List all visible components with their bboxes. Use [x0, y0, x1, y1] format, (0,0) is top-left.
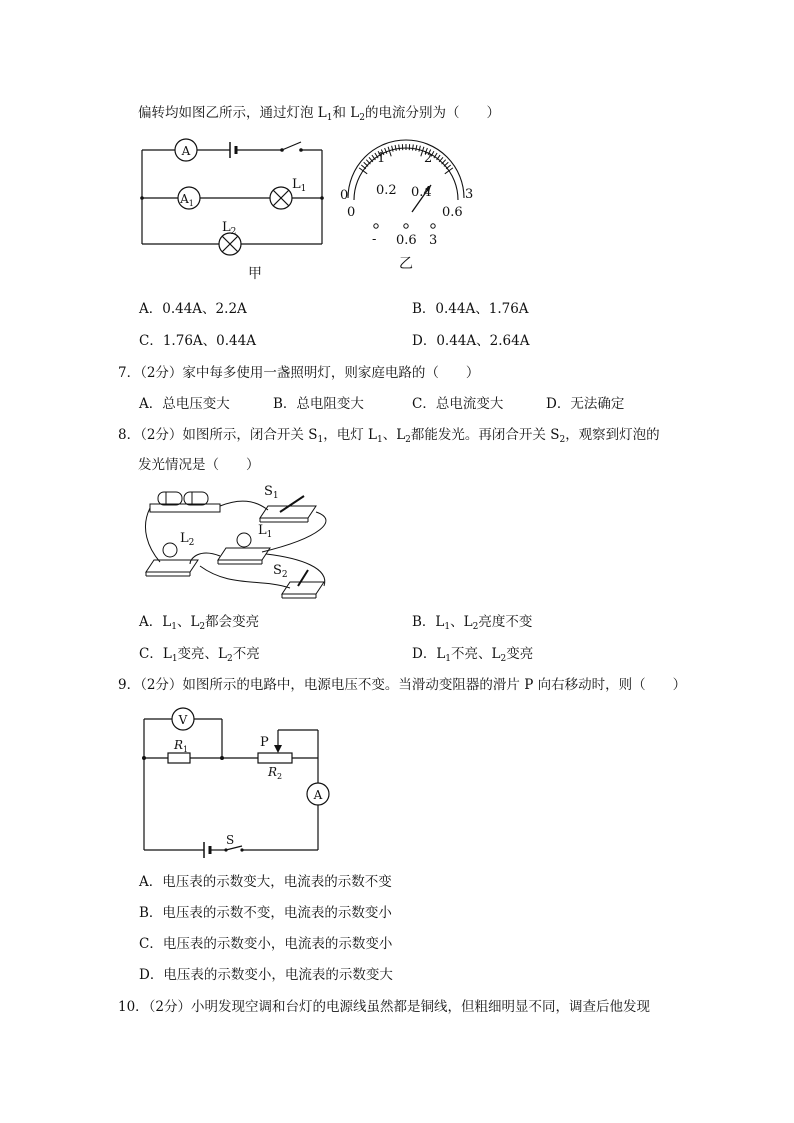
- q8-stem-line2: 发光情况是（ ）: [138, 457, 260, 473]
- q10-stem: 10．（2分）小明发现空调和台灯的电源线虽然都是铜线，但粗细明显不同，调查后他发现: [118, 999, 651, 1015]
- inner-tick-0: 0: [347, 205, 356, 220]
- q8-option-b[interactable]: B．$L_1$、$L_2$亮度不变: [412, 614, 533, 632]
- q9-option-d[interactable]: D．电压表的示数变小，电流表的示数变大: [139, 967, 393, 983]
- switch-s-label: S: [226, 833, 235, 847]
- q6-figure-yi: [330, 148, 480, 278]
- q7-option-c[interactable]: C．总电流变大: [412, 396, 504, 412]
- dial-tick: [419, 146, 421, 152]
- q9-option-b[interactable]: B．电压表的示数不变，电流表的示数变小: [139, 905, 392, 921]
- q7-option-a[interactable]: A．总电压变大: [139, 396, 230, 412]
- rheostat-r2-icon: [258, 753, 292, 763]
- q8-option-c[interactable]: C．$L_1$变亮、$L_2$不亮: [139, 646, 260, 664]
- lamp-l1-label: $L_1$: [258, 523, 273, 540]
- q6-stem: 偏转均如图乙所示，通过灯泡 $L_1$和 $L_2$的电流分别为（ ）: [138, 105, 500, 123]
- ammeter-a1-label: $A_1$: [180, 192, 194, 208]
- q8-option-d[interactable]: D．$L_1$不亮、$L_2$变亮: [412, 646, 534, 664]
- slider-p-label: P: [260, 735, 269, 750]
- q6-option-c[interactable]: C．1.76A、0.44A: [139, 333, 256, 349]
- r1-label: $R_1$: [174, 738, 189, 754]
- q7-option-b[interactable]: B．总电阻变大: [273, 396, 364, 412]
- terminal-negative: -: [372, 232, 377, 247]
- inner-tick-2: 0.4: [411, 185, 432, 200]
- switch-s2-label: $S_2$: [273, 563, 288, 580]
- inner-tick-1: 0.2: [376, 183, 397, 198]
- switch-s1-label: $S_1$: [264, 484, 279, 501]
- outer-tick-3: 3: [465, 187, 474, 202]
- q6-option-a[interactable]: A．0.44A、2.2A: [139, 301, 247, 317]
- dial-tick: [388, 147, 391, 157]
- dial-tick: [395, 145, 396, 151]
- lamp-l2-label: $L_2$: [222, 220, 237, 237]
- dial-tick: [399, 145, 400, 151]
- q8-stem-line1: 8．（2分）如图所示，闭合开关 $S_1$，电灯 $L_1$、$L_2$都能发光。再闭合开关 $S_2$，观察到灯泡的: [118, 427, 660, 445]
- voltmeter-label: V: [178, 713, 188, 727]
- ammeter-a-label: A: [181, 144, 191, 158]
- inner-tick-3: 0.6: [442, 205, 463, 220]
- q6-option-d[interactable]: D．0.44A、2.64A: [412, 333, 530, 349]
- outer-tick-0: 0: [340, 188, 349, 203]
- q7-stem: 7．（2分）家中每多使用一盏照明灯，则家庭电路的（ ）: [118, 365, 480, 381]
- figure-jia-label: 甲: [248, 266, 262, 282]
- q6-option-b[interactable]: B．0.44A、1.76A: [412, 301, 529, 317]
- terminal-0-6: 0.6: [396, 233, 417, 248]
- q6-figure-jia: [130, 132, 330, 282]
- q7-option-d[interactable]: D．无法确定: [546, 396, 625, 412]
- q9-figure: [138, 702, 338, 862]
- outer-tick-2: 2: [424, 151, 433, 166]
- dial-tick: [392, 146, 394, 152]
- figure-yi-label: 乙: [399, 256, 413, 272]
- dial-tick: [413, 145, 414, 151]
- lamp-l1-label: $L_1$: [292, 177, 307, 194]
- ammeter-label: A: [313, 788, 323, 802]
- lamp-l2-label: $L_2$: [180, 531, 195, 548]
- resistor-r1-icon: [168, 753, 190, 763]
- outer-tick-1: 1: [377, 151, 386, 166]
- q9-option-a[interactable]: A．电压表的示数变大，电流表的示数不变: [139, 874, 392, 890]
- dial-tick: [416, 145, 417, 151]
- q9-stem: 9．（2分）如图所示的电路中，电源电压不变。当滑动变阻器的滑片 P 向右移动时，则（ ）: [118, 677, 687, 693]
- q8-figure: [140, 478, 350, 608]
- q9-option-c[interactable]: C．电压表的示数变小，电流表的示数变小: [139, 936, 393, 952]
- r2-label: $R_2$: [268, 765, 283, 781]
- terminal-3: 3: [429, 233, 438, 248]
- q8-option-a[interactable]: A．$L_1$、$L_2$都会变亮: [139, 614, 260, 632]
